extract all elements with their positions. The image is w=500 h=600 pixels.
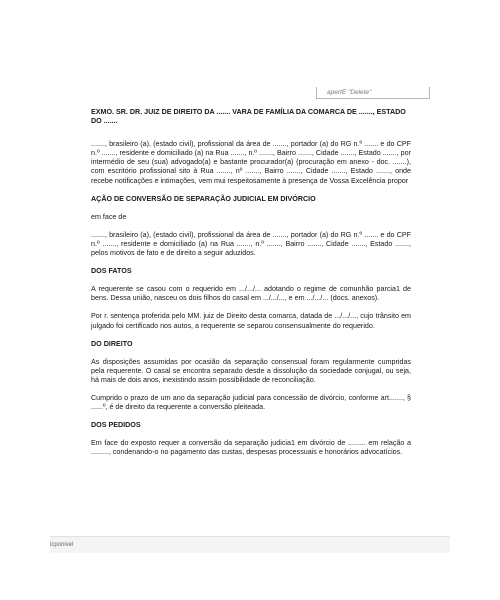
em-face-text: em face de [91, 212, 127, 221]
petitioner-paragraph: ......., brasileiro (a), (estado civil), profissional da área de ......., portador (a) do RG n.º ....... e do CPF n.º ......., residente e domiciliado (a) na Rua ......., n.º ......., Bairro ......., Cidade ......., Estado ......., por intermédio de seu (sua) advogado(a) e bastante procurador(a) (procuração em anexo - doc. .......), com escritório profissional sito à Rua ......., nº ......., Bairro ......., Cidade ......., Estado ......., onde recebe notificações e intimações, vem mui respeitosamente à presença de Vossa Excelência propor [91, 140, 411, 185]
status-text: icponivel [50, 542, 74, 548]
status-bar [50, 536, 450, 553]
document-body [91, 108, 411, 457]
document-title: EXMO. SR. DR. JUIZ DE DIREITO DA ....... VARA DE FAMÍLIA DA COMARCA DE ......., ESTADO DO ....... [91, 108, 406, 126]
facts-paragraph-2: Por r. sentença proferida pelo MM. juiz de Direito desta comarca, datada de .../.../..., cujo trânsito em julgado foi certificado nos autos, a requerente se separou consensualmente do requerido. [91, 312, 411, 330]
action-title: AÇÃO DE CONVERSÃO DE SEPARAÇÃO JUDICIAL EM DIVÓRCIO [91, 194, 316, 203]
requests-heading: DOS PEDIDOS [91, 421, 141, 430]
defendant-paragraph: ......., brasileiro (a), (estado civil), profissional da área de ......., portador (a) do RG n.º ....... e do CPF n.º ......., residente e domiciliado (a) na Rua ......., n.º ......., Bairro ......., Cidade ......., Estado ......., pelos motivos de fato e de direito a seguir aduzidos. [91, 230, 411, 258]
delete-hint-text: apertE "Delete" [327, 89, 372, 96]
requests-paragraph-1: Em face do exposto requer a conversão da separação judicia1 em divórcio de ......... em relação a ........., condenando-o no pagamento das custas, despesas processuais e honorários advocatícios. [91, 439, 411, 457]
facts-paragraph-1: A requerente se casou com o requerido em .../.../... adotando o regime de comunhão parcia1 de bens. Dessa união, nasceu os dois filhos do casal em .../.../..., e em .../.../... (docs. anexos). [91, 285, 411, 303]
delete-hint-box [316, 87, 430, 99]
facts-heading: DOS FATOS [91, 267, 132, 276]
law-heading: DO DIREITO [91, 339, 133, 348]
law-paragraph-2: Cumprido o prazo de um ano da separação judicial para concessão de divórcio, conforme art......., § ......º, é de direito da requerente a conversão pleiteada. [91, 393, 411, 412]
law-paragraph-1: As disposições assumidas por ocasião da separação consensual foram regularmente cumpridas pela requerente. O casal se encontra separado desde a dissolução da sociedade conjugal, ou seja, há mais de dois anos, inexistindo assim possibilidade de reconciliação. [91, 357, 411, 384]
